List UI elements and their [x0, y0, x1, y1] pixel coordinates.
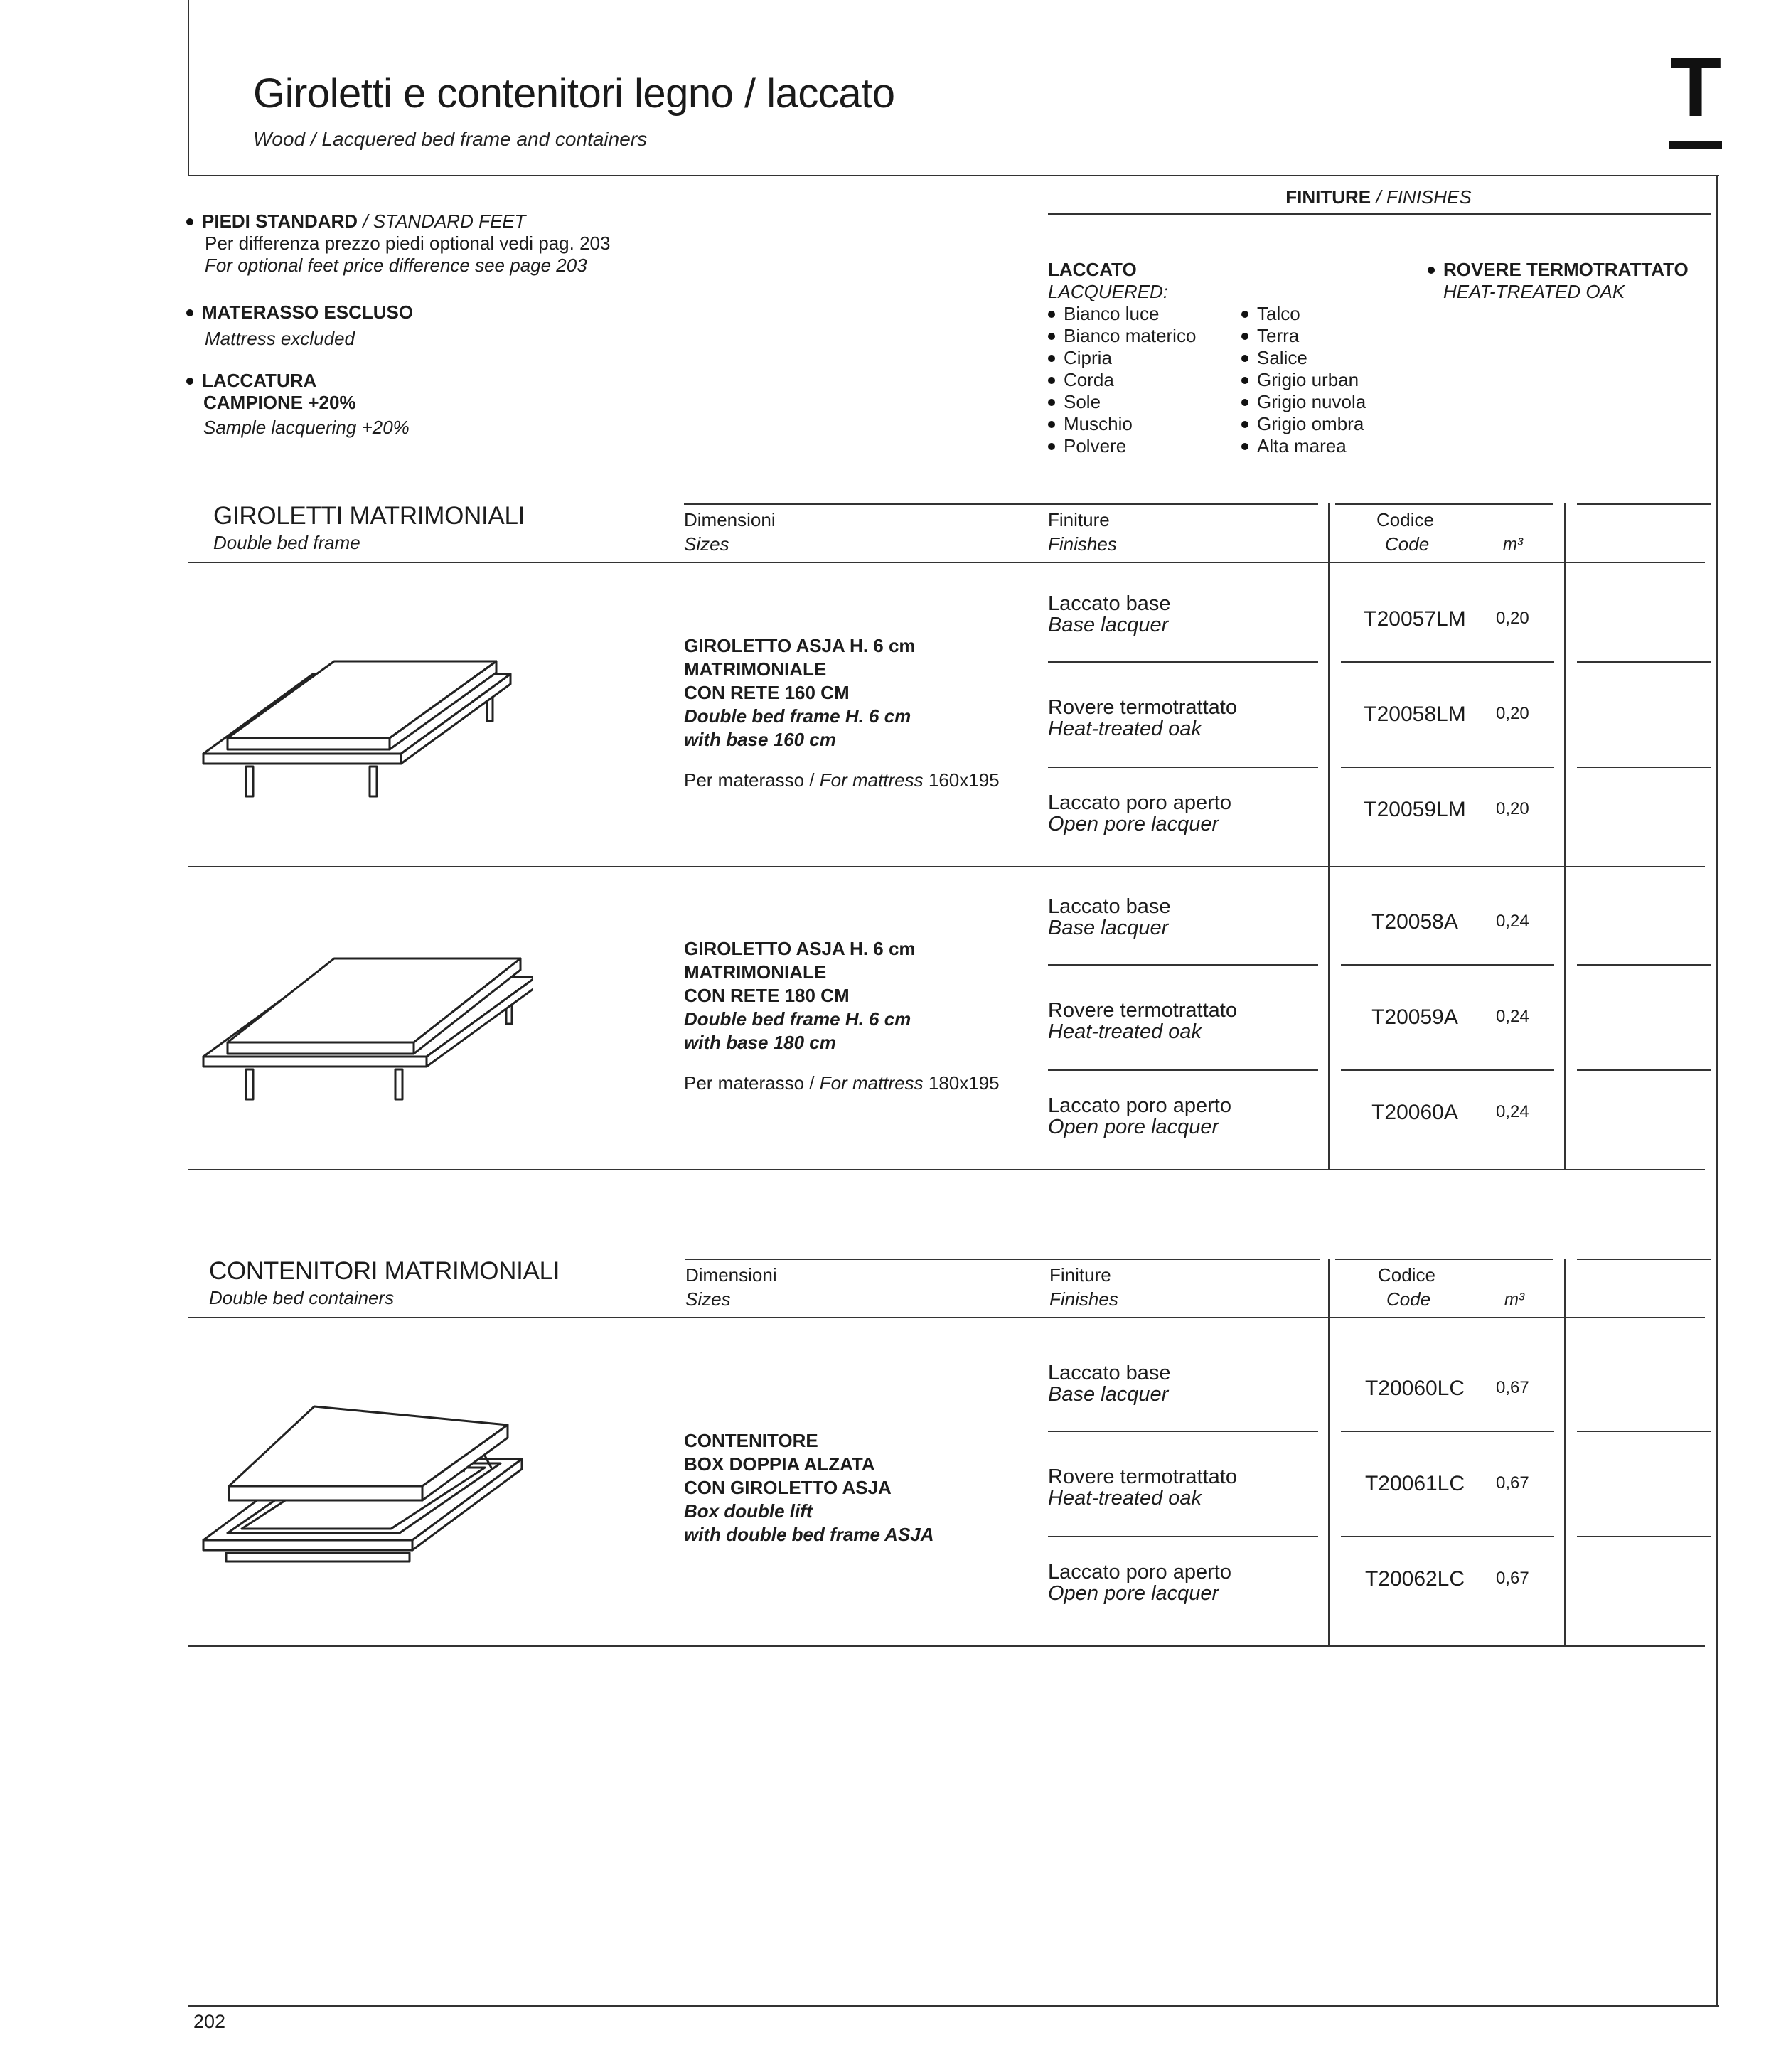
- finish-name: Rovere termotrattato: [1048, 999, 1237, 1022]
- bed-frame-drawing: [203, 958, 533, 1099]
- oak-block: [1428, 259, 1689, 303]
- product-name-en-line: with base 180 cm: [684, 1032, 836, 1053]
- finish-name-en: Heat-treated oak: [1048, 717, 1202, 740]
- color-item: Cipria: [1048, 347, 1196, 369]
- col-rule-dim: [685, 1259, 1320, 1260]
- frame-bottom-rule: [188, 2005, 1719, 2007]
- finish-row: [1048, 697, 1237, 739]
- product-rule: [188, 866, 1705, 867]
- color-item: Grigio nuvola: [1241, 391, 1366, 413]
- color-item: Alta marea: [1241, 435, 1366, 457]
- color-item: Salice: [1241, 347, 1366, 369]
- product-code: T20060LC: [1364, 1377, 1465, 1400]
- row-rule: [1577, 767, 1711, 768]
- oak-label-en: HEAT-TREATED OAK: [1443, 281, 1625, 302]
- product-volume: 0,67: [1496, 1569, 1529, 1588]
- row-rule: [1048, 767, 1318, 768]
- finish-name: Laccato poro aperto: [1048, 1561, 1231, 1584]
- note-line: Per differenza prezzo piedi optional vedi pag. 203: [205, 233, 611, 254]
- vline-code-left: [1328, 1259, 1330, 1647]
- row-rule: [1048, 964, 1318, 966]
- mattress-it: Per materasso /: [684, 769, 820, 791]
- finish-row: [1048, 1466, 1237, 1509]
- product-volume: 0,20: [1496, 609, 1529, 628]
- color-item: Grigio urban: [1241, 369, 1366, 391]
- col-header-code: [1378, 1264, 1435, 1310]
- finish-row: [1048, 792, 1231, 835]
- color-item: Muschio: [1048, 413, 1196, 435]
- product-volume: 0,24: [1496, 912, 1529, 931]
- product-description: [684, 1429, 934, 1547]
- finishes-heading: [1048, 186, 1709, 208]
- col-rule-code: [1335, 1259, 1553, 1260]
- finish-name: Laccato base: [1048, 1362, 1171, 1384]
- finish-name: Rovere termotrattato: [1048, 1465, 1237, 1488]
- finish-row: [1048, 896, 1171, 939]
- finish-row: [1048, 1362, 1171, 1405]
- product-code: T20061LC: [1364, 1472, 1465, 1495]
- lacquered-label-en: LACQUERED:: [1048, 281, 1169, 302]
- product-name-en-line: Double bed frame H. 6 cm: [684, 1008, 911, 1030]
- product-code: T20060A: [1371, 1101, 1458, 1124]
- finish-name: Laccato base: [1048, 592, 1171, 615]
- finish-name-en: Open pore lacquer: [1048, 1116, 1219, 1138]
- finish-name: Laccato base: [1048, 895, 1171, 918]
- note-label-en: / STANDARD FEET: [363, 210, 526, 232]
- vline-code-right: [1564, 1259, 1566, 1647]
- row-rule: [1577, 964, 1711, 966]
- product-name-line: CON RETE 180 CM: [684, 985, 850, 1006]
- mattress-dims: 180x195: [923, 1072, 1000, 1094]
- color-item: Grigio ombra: [1241, 413, 1366, 435]
- finish-name: Laccato poro aperto: [1048, 791, 1231, 814]
- lacquered-colors-col1: [1048, 303, 1196, 457]
- col-header-code: [1376, 509, 1434, 555]
- page-title: Giroletti e contenitori legno / laccato: [253, 70, 895, 117]
- color-item: Polvere: [1048, 435, 1196, 457]
- section-letter-glyph: T: [1669, 41, 1722, 134]
- note-lacquering: [186, 370, 410, 439]
- product-name-line: MATRIMONIALE: [684, 961, 827, 983]
- product-name-en-line: with base 160 cm: [684, 729, 836, 750]
- frame-right: [1716, 175, 1718, 2007]
- product-name-line: CON GIROLETTO ASJA: [684, 1477, 892, 1498]
- vline-code-right: [1564, 503, 1566, 1169]
- finish-row: [1048, 1095, 1231, 1138]
- row-rule: [1577, 1536, 1711, 1537]
- page-number: 202: [193, 2011, 226, 2032]
- col-header-vol: m³: [1503, 535, 1523, 554]
- finish-name-en: Base lacquer: [1048, 614, 1169, 636]
- product-description: [684, 937, 1000, 1095]
- finish-name: Rovere termotrattato: [1048, 696, 1237, 719]
- note-line-en: Sample lacquering +20%: [203, 417, 410, 438]
- finishes-heading-en: / FINISHES: [1376, 186, 1472, 208]
- col-code-en: Code: [1385, 533, 1430, 555]
- section-header-rule: [188, 1317, 1705, 1318]
- product-name-line: GIROLETTO ASJA H. 6 cm: [684, 938, 916, 959]
- col-header-fin: [1049, 1264, 1118, 1310]
- product-name-line: BOX DOPPIA ALZATA: [684, 1453, 875, 1475]
- note-label: LACCATURA: [202, 370, 317, 391]
- product-code: T20058LM: [1364, 703, 1466, 726]
- product-name-line: CONTENITORE: [684, 1430, 818, 1451]
- col-rule-extra: [1577, 1259, 1711, 1260]
- product-volume: 0,24: [1496, 1007, 1529, 1026]
- col-code: Codice: [1376, 509, 1434, 530]
- row-rule: [1341, 1536, 1554, 1537]
- finishes-heading-it: FINITURE: [1285, 186, 1371, 208]
- row-rule: [1048, 1536, 1318, 1537]
- col-fin: Finiture: [1048, 509, 1110, 530]
- row-rule: [1577, 661, 1711, 663]
- col-header-dim: [685, 1264, 777, 1310]
- row-rule: [1341, 1431, 1554, 1432]
- note-label: MATERASSO ESCLUSO: [202, 301, 414, 323]
- color-item: Terra: [1241, 325, 1366, 347]
- product-name-en-line: with double bed frame ASJA: [684, 1524, 934, 1545]
- frame-top-rule: [188, 175, 1719, 176]
- vline-code-left: [1328, 503, 1330, 1169]
- finish-name-en: Heat-treated oak: [1048, 1020, 1202, 1043]
- product-name-en-line: Box double lift: [684, 1500, 813, 1522]
- mattress-size: [684, 1072, 1000, 1095]
- row-rule: [1341, 661, 1554, 663]
- product-rule: [188, 1645, 1705, 1647]
- product-rule: [188, 1169, 1705, 1170]
- row-rule: [1048, 1431, 1318, 1432]
- product-volume: 0,67: [1496, 1473, 1529, 1492]
- product-name-line: CON RETE 160 CM: [684, 682, 850, 703]
- storage-bed-drawing: [199, 1398, 540, 1583]
- col-dim: Dimensioni: [685, 1264, 777, 1286]
- section-title: GIROLETTI MATRIMONIALI: [213, 502, 525, 530]
- finish-name-en: Base lacquer: [1048, 1383, 1169, 1406]
- row-rule: [1341, 964, 1554, 966]
- note-standard-feet: [186, 210, 610, 277]
- finishes-rule: [1048, 213, 1711, 215]
- section-title-en: Double bed containers: [209, 1287, 395, 1308]
- row-rule: [1341, 1069, 1554, 1071]
- oak-label: ROVERE TERMOTRATTATO: [1428, 259, 1689, 281]
- col-header-fin: [1048, 509, 1117, 555]
- bed-frame-drawing: [203, 661, 510, 796]
- section-title: CONTENITORI MATRIMONIALI: [209, 1257, 560, 1285]
- finish-name-en: Open pore lacquer: [1048, 1582, 1219, 1605]
- note-line-en: Mattress excluded: [205, 328, 355, 349]
- row-rule: [1048, 1069, 1318, 1071]
- storage-bed-drawing-lines: [203, 1406, 522, 1561]
- product-name-en-line: Double bed frame H. 6 cm: [684, 705, 911, 727]
- product-name-line: MATRIMONIALE: [684, 658, 827, 680]
- product-volume: 0,67: [1496, 1378, 1529, 1397]
- col-fin: Finiture: [1049, 1264, 1111, 1286]
- note-label: PIEDI STANDARD: [202, 210, 358, 232]
- mattress-it: Per materasso /: [684, 1072, 820, 1094]
- color-item: Sole: [1048, 391, 1196, 413]
- col-rule-dim: [684, 503, 1318, 505]
- col-dim-en: Sizes: [684, 533, 729, 555]
- row-rule: [1341, 767, 1554, 768]
- mattress-en: For mattress: [819, 1072, 924, 1094]
- bed-frame-180-drawing: [199, 943, 533, 1114]
- color-item: Talco: [1241, 303, 1366, 325]
- product-code: T20058A: [1371, 910, 1458, 934]
- finish-name-en: Heat-treated oak: [1048, 1487, 1202, 1510]
- mattress-size: [684, 769, 1000, 792]
- section-title-en: Double bed frame: [213, 532, 360, 553]
- finish-row: [1048, 1561, 1231, 1604]
- row-rule: [1577, 1431, 1711, 1432]
- product-code: T20062LC: [1364, 1567, 1465, 1591]
- mattress-dims: 160x195: [923, 769, 1000, 791]
- bed-frame-160-drawing: [199, 640, 533, 811]
- product-code: T20057LM: [1364, 607, 1466, 631]
- product-volume: 0,24: [1496, 1102, 1529, 1121]
- col-code-en: Code: [1386, 1288, 1431, 1310]
- finish-name: Laccato poro aperto: [1048, 1094, 1231, 1117]
- finish-name-en: Open pore lacquer: [1048, 813, 1219, 835]
- note-label-b: CAMPIONE +20%: [203, 392, 356, 413]
- section-header-rule: [188, 562, 1705, 563]
- product-code: T20059A: [1371, 1005, 1458, 1029]
- color-item: Bianco luce: [1048, 303, 1196, 325]
- col-fin-en: Finishes: [1049, 1288, 1118, 1310]
- col-header-vol: m³: [1504, 1290, 1524, 1309]
- row-rule: [1048, 661, 1318, 663]
- finish-name-en: Base lacquer: [1048, 917, 1169, 939]
- note-line-en: For optional feet price difference see page 203: [205, 255, 587, 276]
- product-name-line: GIROLETTO ASJA H. 6 cm: [684, 635, 916, 656]
- col-dim-en: Sizes: [685, 1288, 731, 1310]
- lacquered-colors-col2: [1241, 303, 1366, 457]
- section-letter: [1669, 41, 1722, 152]
- lacquered-block: [1048, 259, 1168, 303]
- row-rule: [1577, 1069, 1711, 1071]
- color-item: Bianco materico: [1048, 325, 1196, 347]
- note-mattress: [186, 301, 413, 350]
- section-letter-underline: [1669, 141, 1722, 149]
- product-volume: 0,20: [1496, 704, 1529, 723]
- col-header-dim: [684, 509, 776, 555]
- product-code: T20059LM: [1364, 798, 1466, 821]
- col-code: Codice: [1378, 1264, 1435, 1286]
- color-item: Corda: [1048, 369, 1196, 391]
- finish-row: [1048, 1000, 1237, 1042]
- page-subtitle: Wood / Lacquered bed frame and containers: [253, 128, 648, 150]
- finish-row: [1048, 593, 1171, 636]
- col-rule-code: [1335, 503, 1553, 505]
- col-dim: Dimensioni: [684, 509, 776, 530]
- product-description: [684, 634, 1000, 792]
- col-fin-en: Finishes: [1048, 533, 1117, 555]
- product-volume: 0,20: [1496, 799, 1529, 818]
- lacquered-label: LACCATO: [1048, 259, 1137, 280]
- mattress-en: For mattress: [819, 769, 924, 791]
- frame-left-top: [188, 0, 189, 176]
- col-rule-extra: [1577, 503, 1711, 505]
